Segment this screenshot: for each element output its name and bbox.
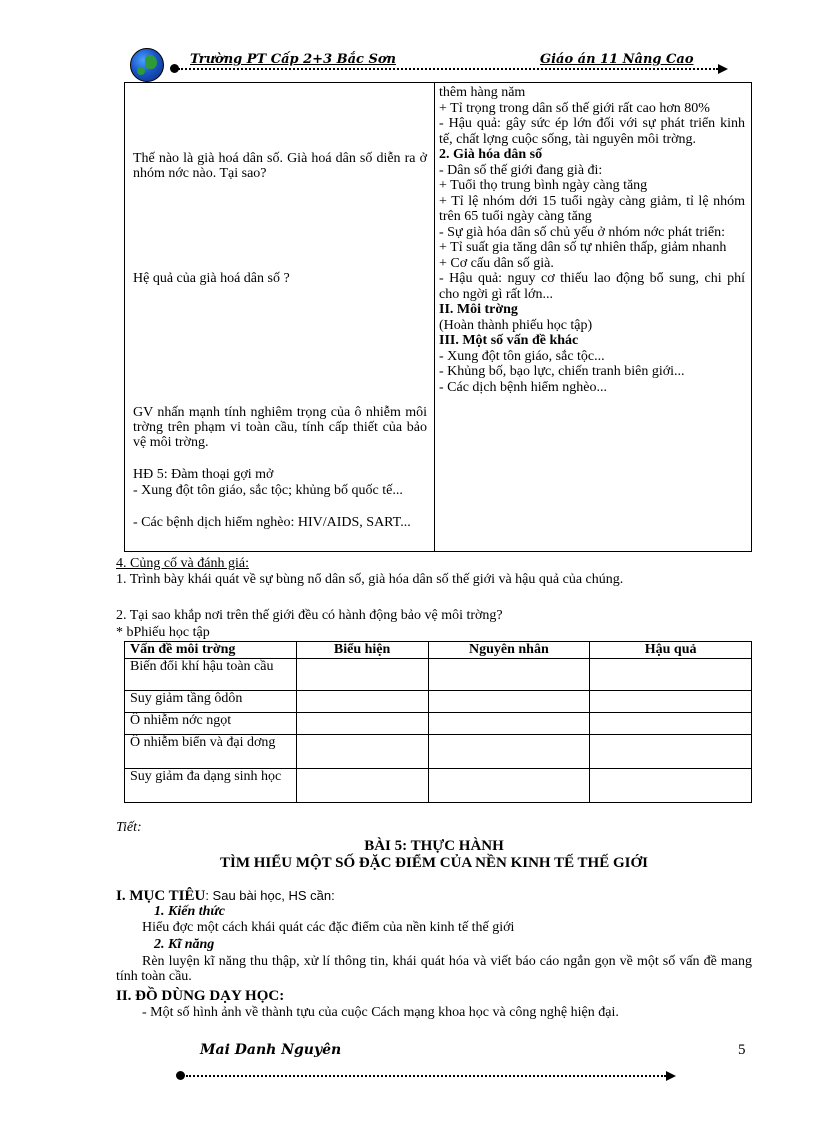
right-l2: + Tỉ trọng trong dân số thế giới rất cao hơn 80% <box>439 100 710 116</box>
footer-author: Mai Danh Nguyên <box>200 1042 342 1058</box>
right-l8: + Tỉ suất gia tăng dân số tự nhiên thấp, giảm nhanh <box>439 240 727 255</box>
tiet-label: Tiết: <box>116 820 142 835</box>
lesson-two-column-table <box>124 82 752 552</box>
lesson-title-2: TÌM HIỂU MỘT SỐ ĐẶC ĐIỂM CỦA NỀN KINH TẾ THẾ GIỚI <box>220 855 648 871</box>
header-cell: Vấn đề môi trờng <box>125 642 297 659</box>
right-l3: - Hậu quả: gây sức ép lớn đối với sự phát triển kinh tế, chất lợng cuộc sống, tài nguyên môi trờng. <box>439 116 745 147</box>
row-label: Ô nhiễm biển và đại dơng <box>125 735 297 769</box>
row-label: Suy giảm đa dạng sinh học <box>125 769 297 803</box>
header-cell: Nguyên nhân <box>428 642 590 659</box>
left-p3: - Xung đột tôn giáo, sắc tộc; khủng bố quốc tế... <box>133 483 403 498</box>
right-l9: + Cơ cấu dân số già. <box>439 255 554 271</box>
right-l7: - Sự già hóa dân số chủ yếu ở nhóm nớc phát triển: <box>439 224 726 240</box>
ki-nang-text: Rèn luyện kĩ năng thu thập, xử lí thông tin, khái quát hóa và viết báo cáo ngắn gọn về một số vấn đề mang tính toàn cầu. <box>116 954 752 984</box>
header-rule <box>178 68 718 70</box>
right-l11: (Hoàn thành phiếu học tập) <box>439 317 593 333</box>
left-q2: Hệ quả của già hoá dân số ? <box>133 271 290 286</box>
header-school: Trường PT Cấp 2+3 Bắc Sơn <box>190 52 397 67</box>
lesson-title-1: BÀI 5: THỰC HÀNH <box>364 838 504 854</box>
right-l6: + Tỉ lệ nhóm dới 15 tuổi ngày càng giảm, tỉ lệ nhóm trên 65 tuổi ngày càng tăng <box>439 193 745 224</box>
right-l14: - Các dịch bệnh hiểm nghèo... <box>439 379 607 395</box>
right-l1: thêm hàng năm <box>439 85 526 100</box>
right-l13: - Khủng bố, bạo lực, chiến tranh biên giới... <box>439 364 685 379</box>
do-dung-text: - Một số hình ảnh về thành tựu của cuộc Cách mạng khoa học và công nghệ hiện đại. <box>142 1005 619 1020</box>
right-h2: 2. Già hóa dân số <box>439 147 543 162</box>
right-h4: III. Một số vấn đề khác <box>439 333 579 348</box>
left-q1: Thế nào là già hoá dân số. Già hoá dân số diễn ra ở nhóm nớc nào. Tại sao? <box>133 151 427 181</box>
kien-thuc-heading: 1. Kiến thức <box>154 904 226 919</box>
header-arrow <box>718 64 728 74</box>
footer-bullet <box>176 1071 185 1080</box>
do-dung-heading: II. ĐỒ DÙNG DẠY HỌC: <box>116 988 285 1004</box>
right-h3: II. Môi trờng <box>439 302 518 317</box>
row-label: Biến đổi khí hậu toàn cầu <box>125 659 297 691</box>
footer-rule <box>186 1075 666 1077</box>
table-row <box>125 659 752 691</box>
right-l5: + Tuổi thọ trung bình ngày càng tăng <box>439 178 648 193</box>
header-cell: Hậu quả <box>590 642 752 659</box>
right-l12: - Xung đột tôn giáo, sắc tộc... <box>439 348 605 364</box>
muc-tieu-rest: : Sau bài học, HS cần: <box>205 888 335 903</box>
section4-q2: 2. Tại sao khắp nơi trên thế giới đều có hành động bảo vệ môi trờng? <box>116 608 503 623</box>
left-p2: HĐ 5: Đàm thoại gợi mở <box>133 467 274 482</box>
muc-tieu-heading: I. MỤC TIÊU <box>116 888 206 904</box>
right-l4: - Dân số thế giới đang già đi: <box>439 162 603 178</box>
ki-nang-heading: 2. Kĩ năng <box>154 937 215 952</box>
right-column <box>439 85 745 395</box>
right-l10: - Hậu quả: nguy cơ thiếu lao động bổ sung, chi phí cho ngời gì rất lớn... <box>439 271 745 302</box>
table-header-row <box>125 642 752 659</box>
header-course: Giáo án 11 Nâng Cao <box>540 52 694 67</box>
row-label: Ô nhiễm nớc ngọt <box>125 713 297 735</box>
section4-title: 4. Củng cố và đánh giá: <box>116 556 249 571</box>
left-p4: - Các bệnh dịch hiểm nghèo: HIV/AIDS, SART... <box>133 515 411 530</box>
table-row <box>125 735 752 769</box>
table-row <box>125 713 752 735</box>
muc-tieu-line <box>116 888 335 905</box>
globe-icon <box>130 48 164 82</box>
footer-arrow <box>666 1071 676 1081</box>
left-p1: GV nhấn mạnh tính nghiêm trọng của ô nhiễm môi trờng trên phạm vi toàn cầu, tính cấp thiết của bảo vệ môi trờng. <box>133 405 427 450</box>
sheet-title: * bPhiếu học tập <box>116 625 210 640</box>
kien-thuc-text: Hiểu đợc một cách khái quát các đặc điểm của nền kinh tế thế giới <box>142 920 515 935</box>
row-label: Suy giảm tầng ôdôn <box>125 691 297 713</box>
section4-q1: 1. Trình bày khái quát về sự bùng nổ dân số, già hóa dân số thế giới và hậu quả của chúng. <box>116 572 624 587</box>
worksheet-table <box>124 641 752 803</box>
table-row <box>125 769 752 803</box>
page-number: 5 <box>738 1042 746 1058</box>
table-row <box>125 691 752 713</box>
header-cell: Biểu hiện <box>296 642 428 659</box>
